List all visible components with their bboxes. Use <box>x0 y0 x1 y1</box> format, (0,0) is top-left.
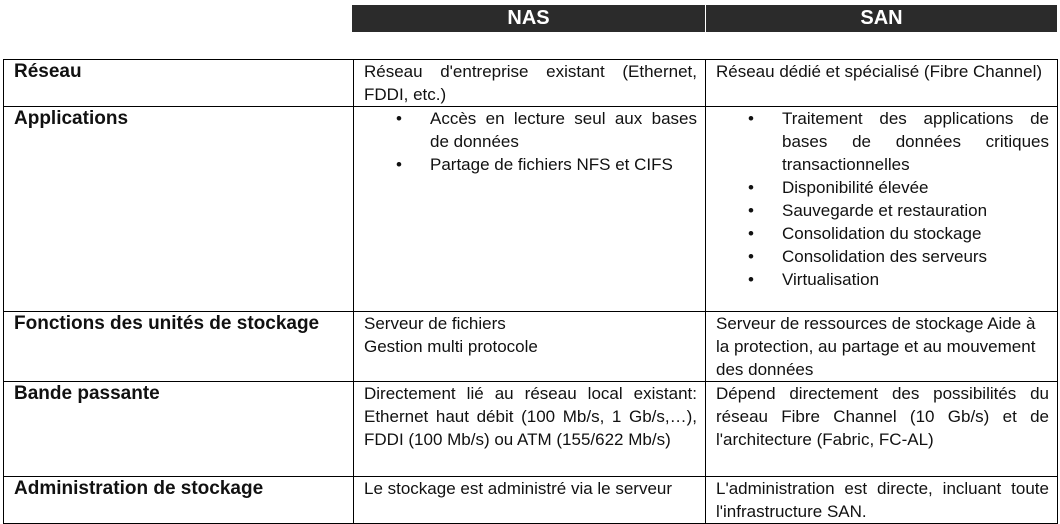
san-reseau-text: Réseau dédié et spécialisé (Fibre Channel) <box>716 62 1043 81</box>
nas-applications-cell <box>354 107 706 312</box>
san-fonctions-text: Serveur de ressources de stockage Aide à la protection, au partage et au mouvement des données <box>716 314 1036 379</box>
san-fonctions-cell <box>706 312 1058 382</box>
nas-column-header: NAS <box>352 5 705 32</box>
list-item: • Disponibilité élevée <box>716 176 1049 199</box>
san-admin-text: L'administration est directe, incluant toute l'infrastructure SAN. <box>716 479 1049 521</box>
nas-admin-text: Le stockage est administré via le serveur <box>364 479 673 498</box>
san-bande-cell <box>706 382 1058 477</box>
nas-bande-cell <box>354 382 706 477</box>
list-item: • Consolidation du stockage <box>716 222 1049 245</box>
row-label-fonctions-text: Fonctions des unités de stockage <box>14 313 320 334</box>
list-item: • Traitement des applications de bases de données critiques transactionnelles <box>716 107 1049 176</box>
nas-fonctions-line: Gestion multi protocole <box>364 337 538 356</box>
row-label-administration: Administration de stockage <box>4 477 354 524</box>
table-row-fonctions <box>4 312 1058 382</box>
nas-bande-text: Directement lié au réseau local existant: Ethernet haut débit (100 Mb/s, 1 Gb/s,…), FDDI (100 Mb/s) ou ATM (155/622 Mb/s) <box>364 384 697 449</box>
san-bande-text: Dépend directement des possibilités du réseau Fibre Channel (10 Gb/s) et de l'architecture (Fabric, FC-AL) <box>716 384 1049 449</box>
list-item: • Accès en lecture seul aux bases de données <box>364 107 697 153</box>
row-label-applications: Applications <box>4 107 354 312</box>
nas-applications-list <box>364 107 697 176</box>
list-item: • Sauvegarde et restauration <box>716 199 1049 222</box>
table-row-bande-passante <box>4 382 1058 477</box>
san-applications-cell <box>706 107 1058 312</box>
row-label-bande-passante: Bande passante <box>4 382 354 477</box>
list-item: • Virtualisation <box>716 268 1049 291</box>
nas-admin-cell <box>354 477 706 524</box>
row-label-reseau: Réseau <box>4 60 354 107</box>
table-row-administration <box>4 477 1058 524</box>
nas-san-comparison-table <box>3 59 1058 524</box>
san-admin-cell <box>706 477 1058 524</box>
row-label-fonctions <box>4 312 354 382</box>
nas-fonctions-cell <box>354 312 706 382</box>
nas-reseau-cell <box>354 60 706 107</box>
list-item: • Partage de fichiers NFS et CIFS <box>364 153 697 176</box>
san-applications-list <box>716 107 1049 291</box>
list-item: • Consolidation des serveurs <box>716 245 1049 268</box>
nas-reseau-text: Réseau d'entreprise existant (Ethernet, FDDI, etc.) <box>364 62 697 104</box>
san-column-header: SAN <box>706 5 1057 32</box>
table-row-reseau <box>4 60 1058 107</box>
nas-fonctions-line: Serveur de fichiers <box>364 314 506 333</box>
san-reseau-cell <box>706 60 1058 107</box>
table-row-applications <box>4 107 1058 312</box>
